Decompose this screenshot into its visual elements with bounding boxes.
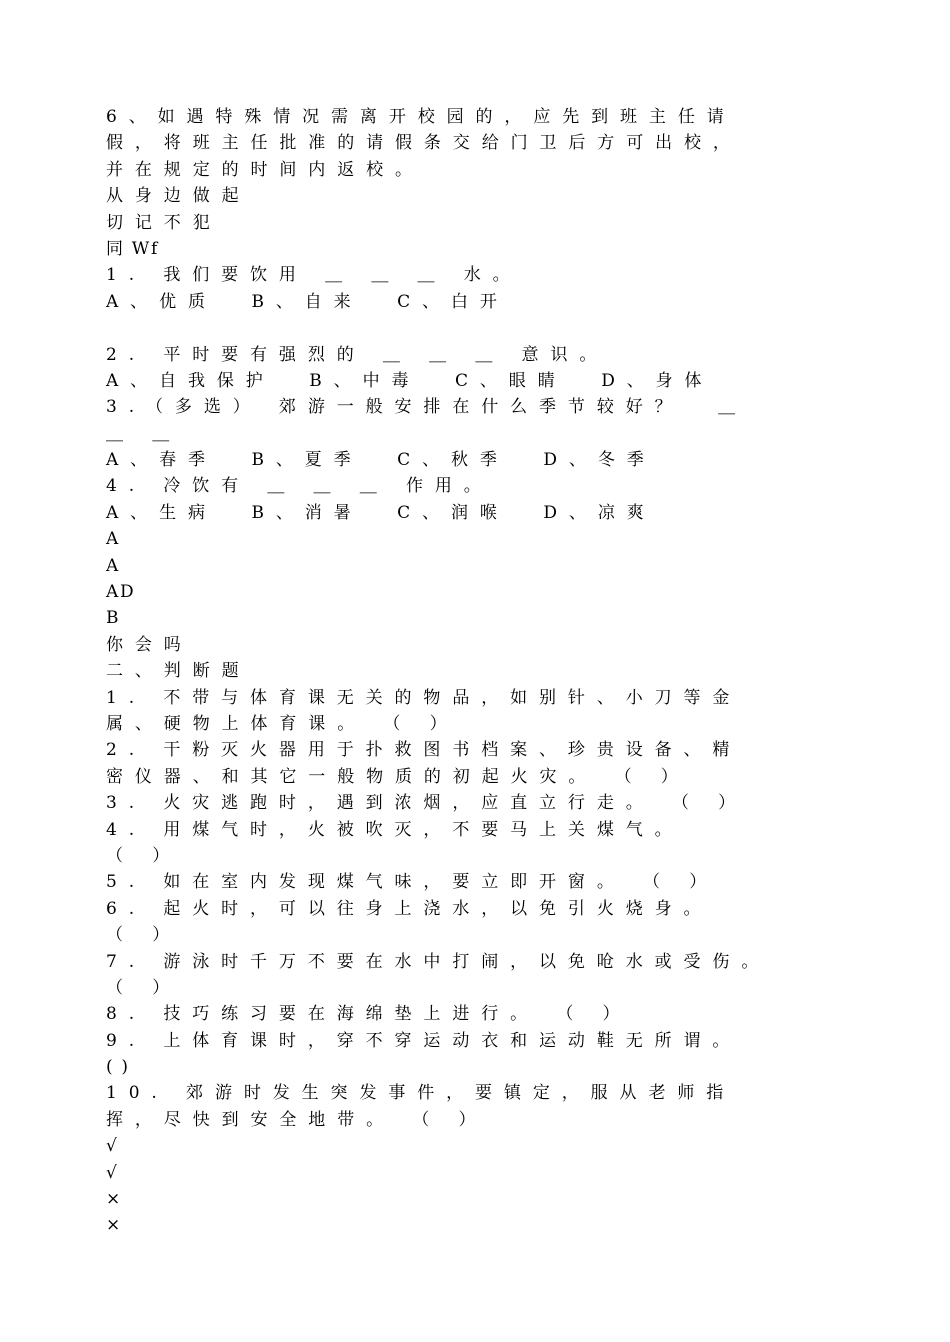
judgment-9: 9. 上体育课时，穿不穿运动衣和运动鞋无所谓。 — [106, 1030, 742, 1051]
judgment-2-line-1: 2. 干粉灭火器用于扑救图书档案、珍贵设备、精 — [106, 740, 742, 761]
answer-line: B — [106, 608, 121, 629]
question-2: 2. 平时要有强烈的 ＿ ＿ ＿ 意识。 — [106, 344, 609, 365]
judgment-2-line-2: 密仪器、和其它一般物质的初起火灾。 （ ） — [106, 766, 690, 787]
rule-6-line-3: 并在规定的时间内返校。 — [106, 159, 424, 180]
check-mark: √ — [106, 1136, 129, 1157]
document-page — [106, 104, 866, 1239]
question-3-blank-continued: ＿ ＿ — [106, 423, 182, 444]
text-line: 同 Wf — [106, 238, 159, 259]
judgment-9-paren: ( ) — [106, 1057, 130, 1078]
judgment-4-paren: （ ） — [106, 845, 182, 866]
answer-line: A — [106, 555, 120, 576]
text-line: 从身边做起 — [106, 186, 251, 207]
cross-mark: × — [106, 1189, 133, 1210]
question-2-options: A、自我保护 B、中毒 C、眼睛 D、身体 — [106, 370, 714, 391]
judgment-10-line-1: 10. 郊游时发生突发事件，要镇定，服从老师指 — [106, 1083, 736, 1104]
judgment-8: 8. 技巧练习要在海绵垫上进行。 （ ） — [106, 1004, 632, 1025]
question-4: 4. 冷饮有 ＿ ＿ ＿ 作用。 — [106, 476, 493, 497]
question-1: 1. 我们要饮用 ＿ ＿ ＿ 水。 — [106, 265, 522, 286]
section-heading: 你会吗 — [106, 634, 193, 655]
judgment-7: 7. 游泳时千万不要在水中打闹，以免呛水或受伤。 — [106, 951, 771, 972]
judgment-5: 5. 如在室内发现煤气味，要立即开窗。 （ ） — [106, 872, 719, 893]
check-mark: √ — [106, 1162, 129, 1183]
judgment-6: 6. 起火时，可以往身上浇水，以免引火烧身。 — [106, 898, 713, 919]
cross-mark: × — [106, 1215, 133, 1236]
rule-6-line-1: 6、如遇特殊情况需离开校园的，应先到班主任请 — [106, 107, 736, 127]
question-4-options: A、生病 B、消暑 C、润喉 D、凉爽 — [106, 502, 656, 523]
judgment-10-line-2: 挥，尽快到安全地带。 （ ） — [106, 1109, 488, 1130]
question-3-options: A、春季 B、夏季 C、秋季 D、冬季 — [106, 450, 656, 471]
judgment-4: 4. 用煤气时，火被吹灭，不要马上关煤气。 — [106, 819, 684, 840]
judgment-7-paren: （ ） — [106, 977, 182, 998]
rule-6-line-2: 假，将班主任批准的请假条交给门卫后方可出校， — [106, 133, 742, 154]
question-3: 3.（多选） 郊游一般安排在什么季节较好？ ＿ — [106, 397, 748, 418]
answer-line: A — [106, 529, 120, 550]
question-1-options: A、优质 B、自来 C、白开 — [106, 291, 509, 312]
answer-line: AD — [106, 582, 136, 603]
judgment-3: 3. 火灾逃跑时，遇到浓烟，应直立行走。 （ ） — [106, 793, 748, 814]
text-line: 切记不犯 — [106, 212, 222, 233]
judgment-1-line-2: 属、硬物上体育课。 （ ） — [106, 713, 459, 734]
blank-line — [106, 315, 866, 341]
section-heading: 二、判断题 — [106, 661, 251, 682]
judgment-6-paren: （ ） — [106, 925, 182, 946]
judgment-1-line-1: 1. 不带与体育课无关的物品，如别针、小刀等金 — [106, 687, 742, 708]
